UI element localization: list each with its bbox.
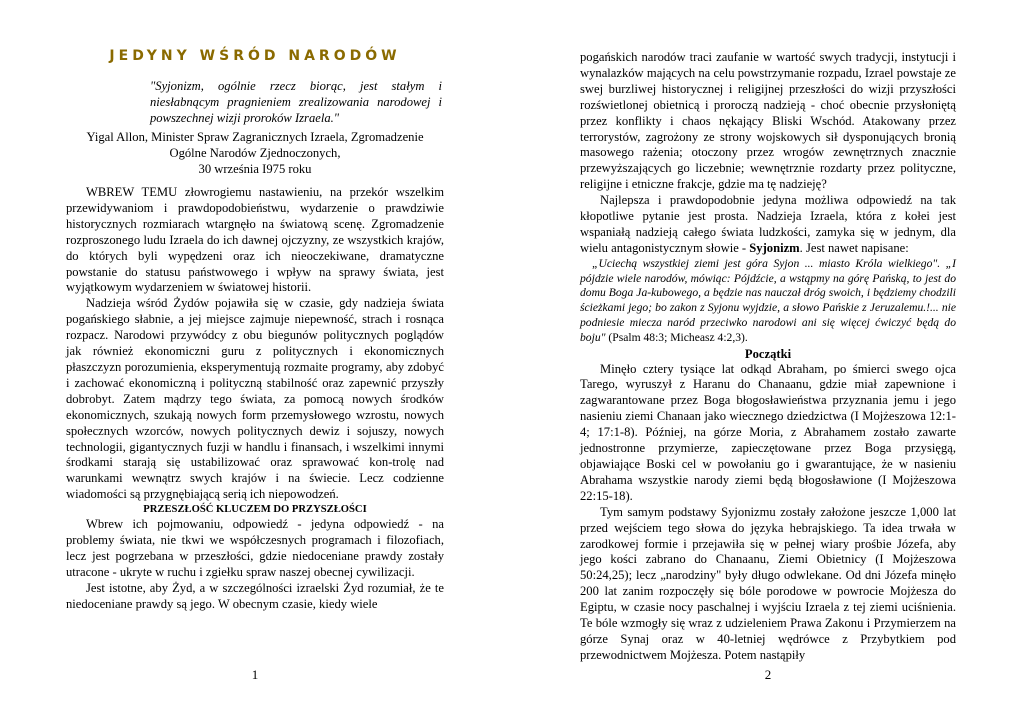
page-number: 2 — [764, 667, 772, 682]
epigraph-quote: "Syjonizm, ogólnie rzecz biorąc, jest stałym i niesłabnącym pragnieniem zrealizowania narodowej i powszechnej wizji proroków Izraela." — [150, 79, 442, 125]
scripture-quote — [580, 257, 956, 346]
left-body-text — [66, 185, 444, 613]
paragraph: Nadzieja wśród Żydów pojawiła się w czasie, gdy nadzieja świata pogańskiego słabnie, a jej miejsce zajmuje niepewność, strach i rosnąca rozpacz. Narodowi przywódcy z obu biegunów politycznych poglądów jak również ekonomiczni guru z politycznych i ekonomicznych płaszczyzn porozumienia, eksperymentują rozmaite programy, aby zdobyć i zachować ekonomiczną i polityczną stabilność oraz zapewnić przyszły dobrobyt. Zatem mądrzy tego świata, za pomocą nowych środków ekonomicznych, szukają nowych form przemysłowego wzrostu, nowych społecznych wzorców, nowych politycznych dewiz i sojuszy, nowych technologii, gigantycznych fuzji w handlu i finansach, i wszelkimi innymi środkami starają się ustabilizować oraz sprawować kon-trolę nad warunkami wewnątrz swych krajów i na świecie. Lecz codzienne wiadomości są przygnębiającą serią ich niepowodzeń. — [66, 296, 444, 502]
quote-reference: (Psalm 48:3; Micheasz 4:2,3). — [605, 330, 748, 344]
paragraph: Jest istotne, aby Żyd, a w szczególności izraelski Żyd rozumiał, że te niedoceniane prawdy są jego. W obecnym czasie, kiedy wiele — [66, 580, 444, 611]
paragraph: Tym samym podstawy Syjonizmu zostały założone jeszcze 1,000 lat przed wejściem tego słowa do języka hebrajskiego. Ta idea trwała w zarodkowej formie i przejawiła się w pełnej wiary prośbie Józefa, aby jego kości zabrano do Chanaanu, Ziemi Obietnicy (I Mojżeszowa 50:24,25); lecz „narodziny" były długo odwlekane. Od dni Józefa minęło 200 lat zanim rozpoczęły się bóle porodowe w powrocie Mojżesza do Egiptu, w czasie nocy paschalnej i wyjściu Izraela z tej ziemi uciśnienia. Te bóle wzmogły się wraz z udzieleniem Prawa Zakonu i Przymierzem na górze Synaj oraz w 40-letniej wędrówce z Przybytkiem pod przewodnictwem Mojżesza. Potem nastąpiły — [580, 504, 956, 662]
section-heading: Początki — [744, 346, 792, 361]
emphasized-term: Syjonizm — [749, 240, 800, 255]
page-number: 1 — [251, 667, 259, 682]
paragraph: pogańskich narodów traci zaufanie w wartość swych tradycji, instytucji i wynalazków mających na celu powstrzymanie rozpadu, Izrael powstaje ze swej burzliwej historycznej i religijnej przeszłości do wizji przyszłości rozświetlonej obietnicą i proroczą nadzieją - choć obecnie przysłoniętą przez konflikty i chaos nękający Bliski Wschód. Atakowany przez terrorystów, zagrożony ze strony wojskowych sił dysponujących bronią masowego rażenia; otoczony przez wrogów zewnętrznych znacznie przewyższających go liczebnie; wewnętrznie rozdarty przez polityczne, religijne i etniczne frakcje, gdzie ma tę nadzieję? — [580, 50, 956, 192]
paragraph: WBREW TEMU złowrogiemu nastawieniu, na przekór wszelkim przewidywaniom i prawdopodobieństwu, wydarzenie o prawdziwie historycznych rozmiarach wtargnęło na światową scenę. Zgromadzenie rozproszonego ludu Izraela do ich dawnej ojczyzny, ze wszystkich krajów, do których byli wypędzeni oraz ich nieoczekiwane, dramatyczne powstanie do statusu państwowego i wpływ na sprawy świata, jest wyjątkowym wydarzeniem w światowej historii. — [66, 185, 444, 295]
page-right — [580, 0, 956, 724]
paragraph-text: Najlepsza i prawdopodobnie jedyna możliwa odpowiedź na tak kłopotliwe pytanie jest prosta. Nadzieja Izraela, która z kołei jest wspaniałą nadzieją całego świata ludzkości, zamyka się w jednym, dla wielu antagonistycznym słowie - — [580, 193, 956, 255]
attribution-line: Yigal Allon, Minister Spraw Zagranicznych Izraela, Zgromadzenie — [86, 130, 424, 144]
paragraph: Wbrew ich pojmowaniu, odpowiedź - jedyna odpowiedź - na problemy świata, nie tkwi we współczesnych programach i filozofiach, lecz jest pogrzebana w przeszłości, gdzie niedoceniane prawdy zostały utracone - ukryte w ruchu i zgiełku spraw naszej obecnej cywilizacji. — [66, 517, 444, 579]
epigraph-attribution — [66, 129, 444, 177]
page-left — [66, 0, 444, 724]
paragraph: Minęło cztery tysiące lat odkąd Abraham, po śmierci swego ojca Tarego, wyruszył z Haranu do Chanaanu, gdzie miał zapewnione i zagwarantowane przez Boga błogosławieństwa przyznania jemu i jego nasieniu ziemi Chanaan jako wiecznego dziedzictwa (I Mojżeszowa 12:1-4; 17:1-8). Później, na górze Moria, z Abrahamem zostało zawarte jednostronne przymierze, zapieczętowane przez Boga przysięgą, objawiające Boski cel w powołaniu go i gwarantujące, że w nasieniu Abrahama wszystkie narody ziemi będą błogosławione (I Mojżeszowa 22:15-18). — [580, 361, 956, 503]
attribution-line: Ogólne Narodów Zjednoczonych, — [169, 146, 341, 160]
right-body-text — [580, 50, 956, 664]
document-title: JEDYNY WŚRÓD NARODÓW — [109, 48, 401, 64]
paragraph — [580, 193, 956, 257]
section-heading: PRZESZŁOŚĆ KLUCZEM DO PRZYSZŁOŚCI — [143, 504, 367, 516]
quote-text: „Uciechą wszystkiej ziemi jest góra Syjon ... miasto Króla wielkiego". „I pójdzie wiele narodów, mówiąc: Pójdźcie, a wstąpmy na górę Pańską, to jest do domu Boga Ja-kubowego, a będzie nas nauczał dróg swoich, i będziemy chodzili ścieżkami jego; bo zakon z Syjonu wyjdzie, a słowo Pańskie z Jeruzalemu.!... nie podniesie miecza naród przeciwko narodowi ani się więcej ćwiczyć będą do boju" — [580, 256, 956, 344]
attribution-line: 30 września I975 roku — [198, 162, 312, 176]
paragraph-text: . Jest nawet napisane: — [799, 240, 909, 255]
